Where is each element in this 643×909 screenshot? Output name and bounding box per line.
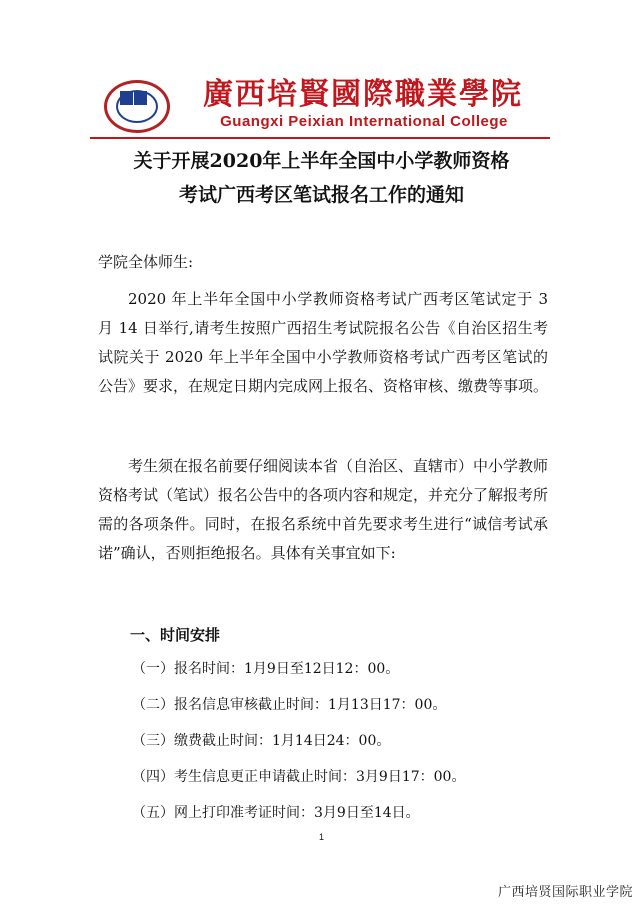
page-number: 1 <box>318 832 324 842</box>
schedule-item: （二）报名信息审核截止时间：1月13日17：00。 <box>132 697 447 713</box>
body-paragraph-2: 考生须在报名前要仔细阅读本省（自治区、直辖市）中小学教师资格考试（笔试）报名公告中的各项内容和规定，并充分了解报考所需的各项条件。同时，在报名系统中首先要求考生进行“诚信考试承诺”确认，否则拒绝报名。具体有关事宜如下: <box>98 457 549 562</box>
college-name-cn: 廣西培賢國際職業學院 <box>203 77 523 112</box>
greeting: 学院全体师生: <box>98 253 194 271</box>
book-icon <box>120 91 133 105</box>
watermark: 广西培贤国际职业学院 <box>497 885 633 900</box>
schedule-item: （一）报名时间：1月9日至12日12：00。 <box>132 661 400 677</box>
college-name-en: Guangxi Peixian International College <box>220 113 508 130</box>
header-divider <box>90 137 550 139</box>
letterhead <box>98 76 546 134</box>
schedule-item: （四）考生信息更正申请截止时间：3月9日17：00。 <box>132 769 466 785</box>
section-heading: 一、时间安排 <box>130 626 221 644</box>
body-paragraph-1: 2020 年上半年全国中小学教师资格考试广西考区笔试定于 3 月 14 日举行,请考生按照广西招生考试院报名公告《自治区招生考试院关于 2020 年上半年全国中小学教师资格考试广西考区笔试的公告》要求，在规定日期内完成网上报名、资格审核、缴费等事项。 <box>98 290 549 395</box>
schedule-list <box>132 651 552 831</box>
schedule-item: （三）缴费截止时间：1月14日24：00。 <box>132 733 391 749</box>
schedule-item: （五）网上打印准考证时间：3月9日至14日。 <box>132 805 420 821</box>
document-title-line2: 考试广西考区笔试报名工作的通知 <box>178 184 464 206</box>
document-title-line1: 关于开展2020年上半年全国中小学教师资格 <box>133 150 510 172</box>
college-seal-logo <box>104 80 170 133</box>
